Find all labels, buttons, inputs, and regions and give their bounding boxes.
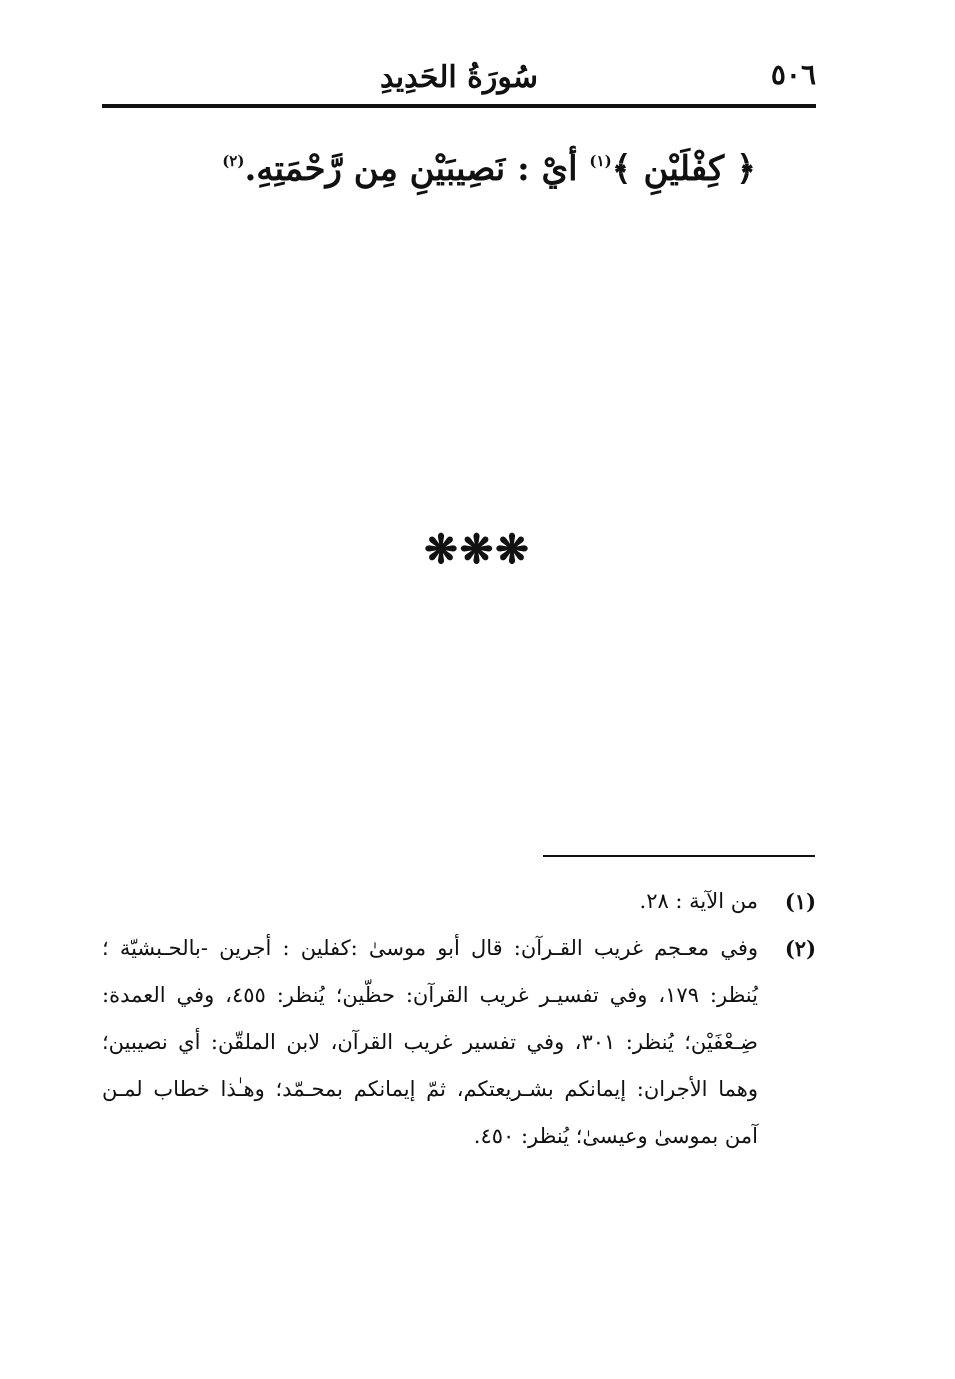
- footnote-ref-2: (٢): [222, 152, 245, 170]
- footnote-1: [102, 878, 816, 925]
- footnote-number: (١): [784, 889, 816, 914]
- open-bracket: ﴿: [736, 149, 756, 189]
- section-separator: ❋❋❋: [424, 526, 531, 573]
- page-header: [102, 48, 816, 106]
- verse-explanation: أيْ : نَصِيبَيْنِ مِن رَّحْمَتِهِ.: [244, 149, 590, 189]
- footnotes: [102, 878, 816, 1160]
- footnote-number: (٢): [784, 936, 816, 961]
- surah-title: سُورَةُ الحَدِيدِ: [380, 60, 538, 95]
- footnote-2: [102, 925, 816, 1160]
- footnote-text: وفي معـجم غريب القـرآن: قال أبو موسىٰ :كفلين : أجرين -بالحـبشيّة ؛ يُنظر: ١٧٩، وفي تفسيـر غريب القرآن: حظّين؛ يُنظر: ٤٥٥، وفي العمدة: ضِـعْفَيْن؛ يُنظر: ٣٠١، وفي تفسير غريب القرآن، لابن الملقّن: أي نصيبين؛ وهما الأجران: إيمانكم بشـريعتكم، ثمّ إيمانكم بمحـمّد؛ وهـٰذا خطاب لمـن آمن بموسىٰ وعيسىٰ؛ يُنظر: ٤٥٠.: [102, 936, 758, 1148]
- verse-line: [102, 138, 756, 192]
- header-rule: [102, 104, 816, 108]
- footnote-rule: [543, 855, 815, 857]
- page-number: ٥٠٦: [770, 58, 816, 91]
- close-bracket: ﴾: [611, 149, 632, 189]
- verse-word: كِفْلَيْنِ: [643, 149, 725, 189]
- footnote-ref-1: (١): [589, 152, 612, 170]
- footnote-text: من الآية : ٢٨.: [639, 889, 758, 913]
